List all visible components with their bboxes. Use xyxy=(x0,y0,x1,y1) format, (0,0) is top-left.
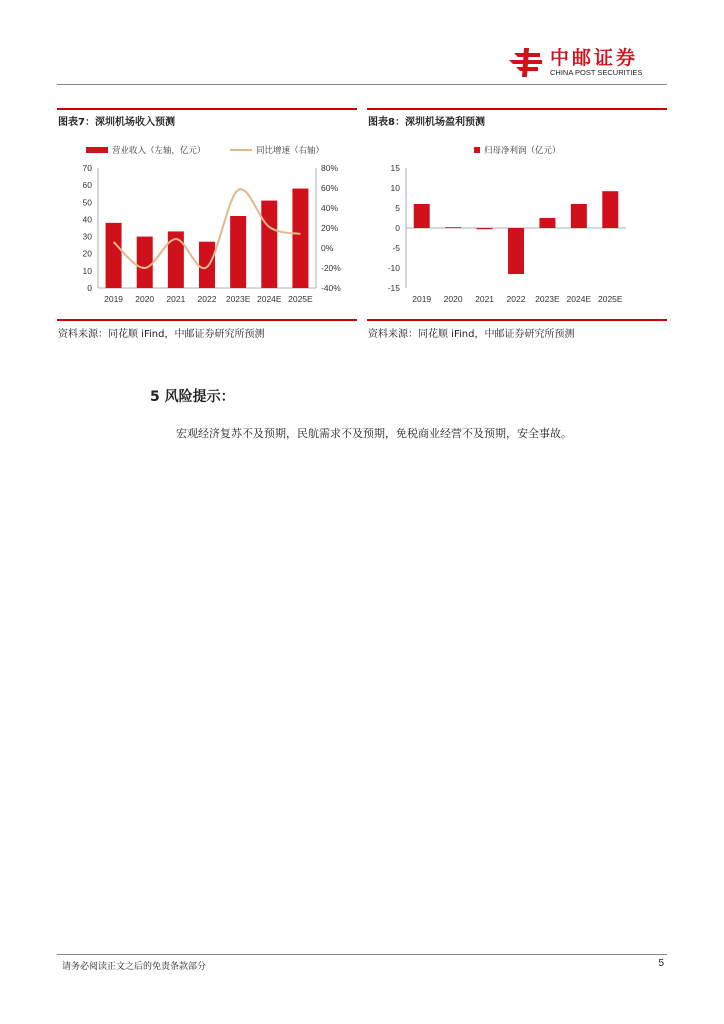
profit-bar xyxy=(571,204,587,228)
x-tick-label: 2020 xyxy=(135,294,155,304)
profit-bar xyxy=(539,218,555,228)
y-tick-label: -10 xyxy=(387,263,400,273)
y-right-tick-label: 40% xyxy=(321,203,339,213)
profit-bar xyxy=(508,228,524,274)
y-right-tick-label: 60% xyxy=(321,183,339,193)
x-tick-label: 2025E xyxy=(288,294,313,304)
x-tick-label: 2019 xyxy=(412,294,432,304)
figure8-title: 图表8：深圳机场盈利预测 xyxy=(368,117,485,128)
x-tick-label: 2023E xyxy=(225,294,251,304)
footer-disclaimer: 请务必阅读正文之后的免责条款部分 xyxy=(62,962,207,972)
revenue-forecast-chart xyxy=(60,138,360,310)
legend-profit-label: 归母净利润（亿元） xyxy=(484,145,561,155)
figure8-source: 资料来源：同花顺 iFind，中邮证券研究所预测 xyxy=(368,329,575,340)
y-tick-label: 5 xyxy=(395,203,400,213)
y-left-tick-label: 0 xyxy=(87,283,92,293)
figure7-bottom-rule xyxy=(57,319,357,321)
brand-name-en: CHINA POST SECURITIES xyxy=(550,68,643,77)
figure7-source: 资料来源：同花顺 iFind，中邮证券研究所预测 xyxy=(58,329,265,340)
y-left-tick-label: 10 xyxy=(82,265,92,276)
header-divider xyxy=(57,84,667,85)
y-tick-label: -5 xyxy=(392,243,400,253)
legend-growth-label: 同比增速（右轴） xyxy=(256,145,325,155)
section-title: 5 风险提示： xyxy=(150,389,235,405)
section-body: 宏观经济复苏不及预期，民航需求不及预期，免税商业经营不及预期，安全事故。 xyxy=(176,427,572,440)
legend-profit-swatch xyxy=(474,147,480,153)
y-left-tick-label: 50 xyxy=(82,197,92,208)
y-tick-label: -15 xyxy=(387,283,400,293)
brand-name: 中邮证券 xyxy=(550,47,639,69)
y-right-tick-label: -20% xyxy=(321,263,341,273)
footer-divider xyxy=(57,954,667,955)
revenue-bar xyxy=(261,201,277,288)
x-tick-label: 2024E xyxy=(566,294,592,304)
x-tick-label: 2021 xyxy=(475,294,495,304)
figure7-title: 图表7：深圳机场收入预测 xyxy=(58,117,175,128)
y-left-tick-label: 70 xyxy=(82,163,92,173)
y-left-tick-label: 40 xyxy=(82,214,92,225)
x-tick-label: 2023E xyxy=(535,294,560,304)
profit-bar xyxy=(602,191,618,228)
logo-emblem-icon xyxy=(506,45,546,79)
profit-bar xyxy=(477,228,493,229)
y-right-tick-label: 0% xyxy=(321,243,334,253)
y-tick-label: 15 xyxy=(390,163,400,173)
revenue-bar xyxy=(106,223,122,288)
y-right-tick-label: 20% xyxy=(321,223,339,233)
x-tick-label: 2024E xyxy=(256,294,282,304)
x-tick-label: 2025E xyxy=(597,294,623,304)
revenue-bar xyxy=(199,242,215,288)
y-tick-label: 10 xyxy=(390,183,400,193)
company-logo xyxy=(506,45,666,79)
x-tick-label: 2021 xyxy=(166,294,186,304)
y-left-tick-label: 30 xyxy=(82,231,92,242)
revenue-bar xyxy=(230,216,246,288)
x-tick-label: 2020 xyxy=(443,294,463,304)
legend-revenue-label: 营业收入（左轴，亿元） xyxy=(112,145,206,155)
revenue-bar xyxy=(292,189,308,288)
y-right-tick-label: -40% xyxy=(321,283,341,293)
profit-bar xyxy=(445,227,461,228)
x-tick-label: 2022 xyxy=(506,294,526,304)
figure8-bottom-rule xyxy=(367,319,667,321)
revenue-bar xyxy=(137,237,153,288)
profit-forecast-chart xyxy=(370,138,670,310)
x-tick-label: 2019 xyxy=(104,294,124,304)
profit-bar xyxy=(414,204,430,228)
y-left-tick-label: 60 xyxy=(82,180,92,191)
figure7-top-rule xyxy=(57,108,357,110)
y-left-tick-label: 20 xyxy=(82,248,92,259)
figure8-top-rule xyxy=(367,108,667,110)
y-right-tick-label: 80% xyxy=(321,163,339,173)
page-number: 5 xyxy=(658,958,664,969)
y-tick-label: 0 xyxy=(395,223,400,233)
x-tick-label: 2022 xyxy=(197,294,217,304)
legend-revenue-swatch xyxy=(86,147,108,153)
